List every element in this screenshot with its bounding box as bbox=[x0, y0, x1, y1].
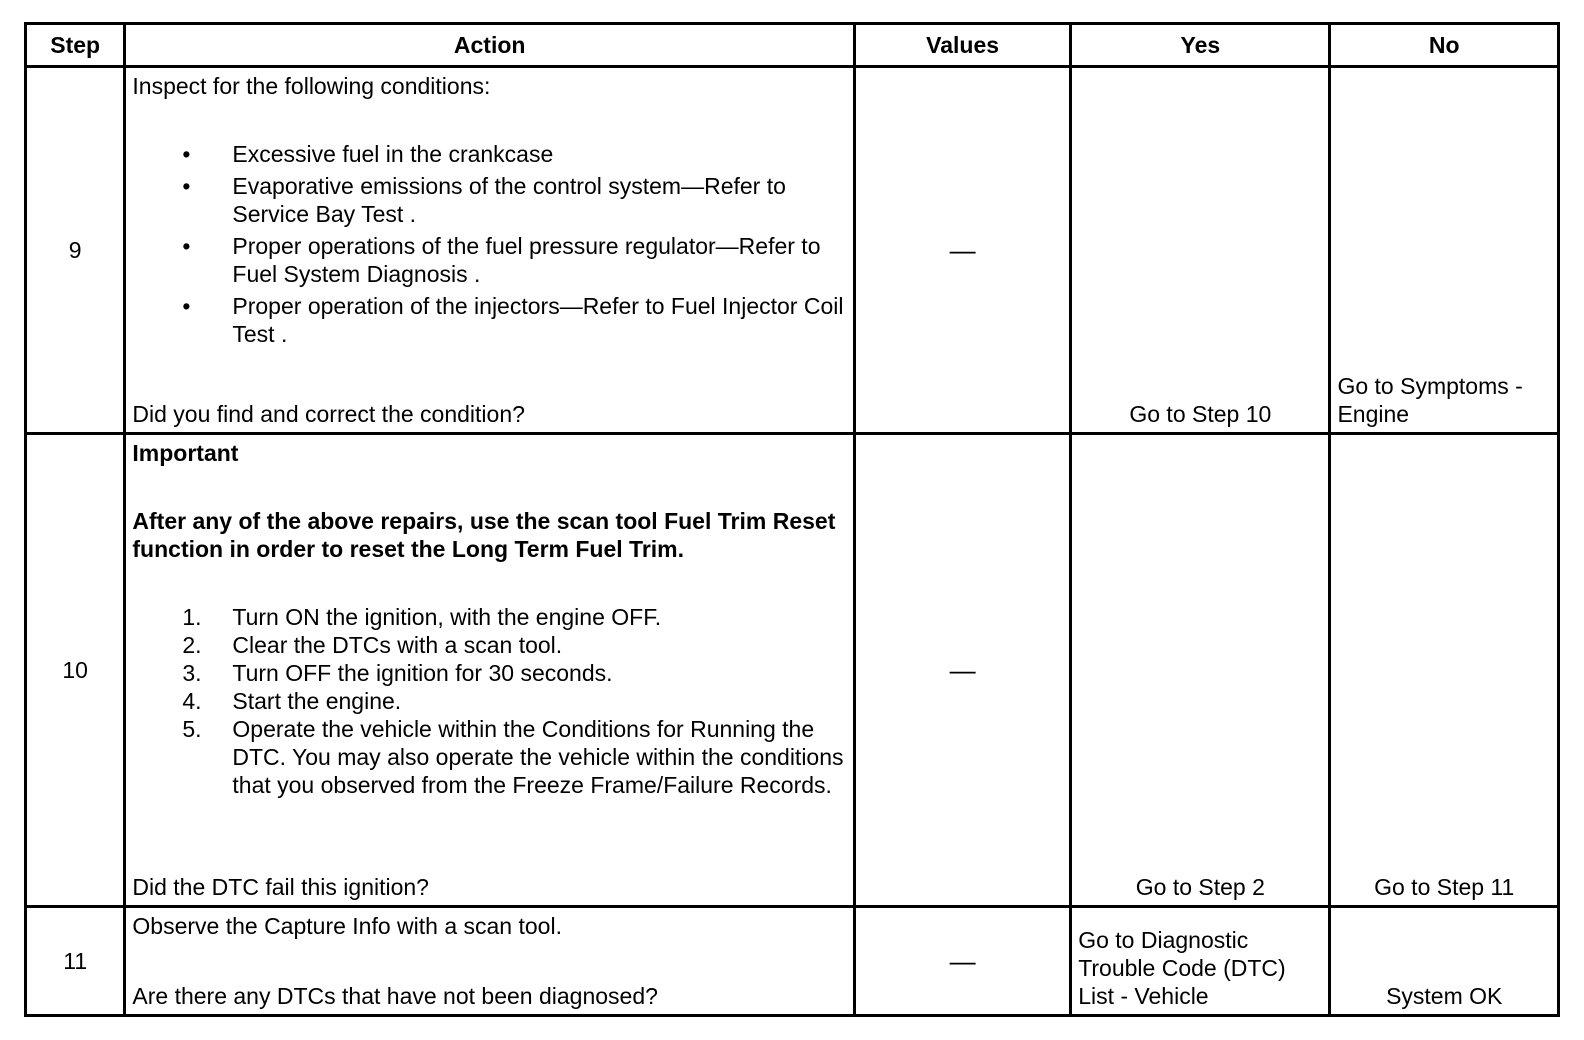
important-title: Important bbox=[132, 440, 239, 466]
list-item: • Proper operations of the fuel pressure regulator—Refer to Fuel System Diagnosis . bbox=[182, 233, 821, 287]
no-result: Go to Step 11 bbox=[1374, 874, 1515, 900]
header-action: Action bbox=[125, 24, 855, 67]
no-cell bbox=[1330, 67, 1559, 434]
bullet-icon: • bbox=[182, 233, 191, 259]
no-result: Go to Symptoms - Engine bbox=[1337, 373, 1523, 427]
values-cell: — bbox=[855, 434, 1071, 907]
list-item: • Proper operation of the injectors—Refer to Fuel Injector Coil Test . bbox=[182, 293, 844, 347]
no-cell bbox=[1330, 907, 1559, 1016]
diagnostic-table bbox=[24, 22, 1560, 1017]
no-cell bbox=[1330, 434, 1559, 907]
table-row bbox=[26, 907, 1559, 1016]
bullet-icon: • bbox=[182, 173, 191, 199]
table-row bbox=[26, 434, 1559, 907]
values-cell: — bbox=[855, 67, 1071, 434]
step-number: 11 bbox=[26, 907, 125, 1016]
values-cell: — bbox=[855, 907, 1071, 1016]
bullet-icon: • bbox=[182, 141, 191, 167]
action-cell bbox=[125, 907, 855, 1016]
action-cell bbox=[125, 434, 855, 907]
list-item: 4. Start the engine. bbox=[182, 688, 402, 714]
list-item: 3. Turn OFF the ignition for 30 seconds. bbox=[182, 660, 613, 686]
action-question: Are there any DTCs that have not been diagnosed? bbox=[132, 983, 658, 1009]
important-body: After any of the above repairs, use the scan tool Fuel Trim Reset function in order to reset the Long Term Fuel Trim. bbox=[132, 508, 836, 562]
yes-cell bbox=[1071, 907, 1330, 1016]
yes-cell bbox=[1071, 67, 1330, 434]
yes-cell bbox=[1071, 434, 1330, 907]
no-result: System OK bbox=[1386, 983, 1503, 1009]
header-values: Values bbox=[855, 24, 1071, 67]
procedure-list bbox=[132, 603, 847, 799]
header-step: Step bbox=[26, 24, 125, 67]
step-number: 9 bbox=[26, 67, 125, 434]
yes-result: Go to Step 10 bbox=[1129, 401, 1272, 427]
header-yes: Yes bbox=[1071, 24, 1330, 67]
bullet-icon: • bbox=[182, 293, 191, 319]
yes-result: Go to Diagnostic Trouble Code (DTC) List - Vehicle bbox=[1078, 927, 1286, 1009]
action-intro: Observe the Capture Info with a scan tool. bbox=[132, 913, 562, 939]
header-row bbox=[26, 24, 1559, 67]
action-cell bbox=[125, 67, 855, 434]
header-no: No bbox=[1330, 24, 1559, 67]
action-intro: Inspect for the following conditions: bbox=[132, 73, 491, 99]
list-item: 1. Turn ON the ignition, with the engine OFF. bbox=[182, 604, 662, 630]
list-item: 5. Operate the vehicle within the Conditions for Running the DTC. You may also operate the vehicle within the conditions that you observed from the Freeze Frame/Failure Records. bbox=[182, 716, 844, 798]
action-question: Did you find and correct the condition? bbox=[132, 401, 525, 427]
list-item: • Excessive fuel in the crankcase bbox=[182, 141, 554, 167]
yes-result: Go to Step 2 bbox=[1135, 874, 1265, 900]
list-item: • Evaporative emissions of the control system—Refer to Service Bay Test . bbox=[182, 173, 786, 227]
step-number: 10 bbox=[26, 434, 125, 907]
action-question: Did the DTC fail this ignition? bbox=[132, 874, 429, 900]
condition-list bbox=[132, 140, 847, 348]
table-row bbox=[26, 67, 1559, 434]
list-item: 2. Clear the DTCs with a scan tool. bbox=[182, 632, 563, 658]
